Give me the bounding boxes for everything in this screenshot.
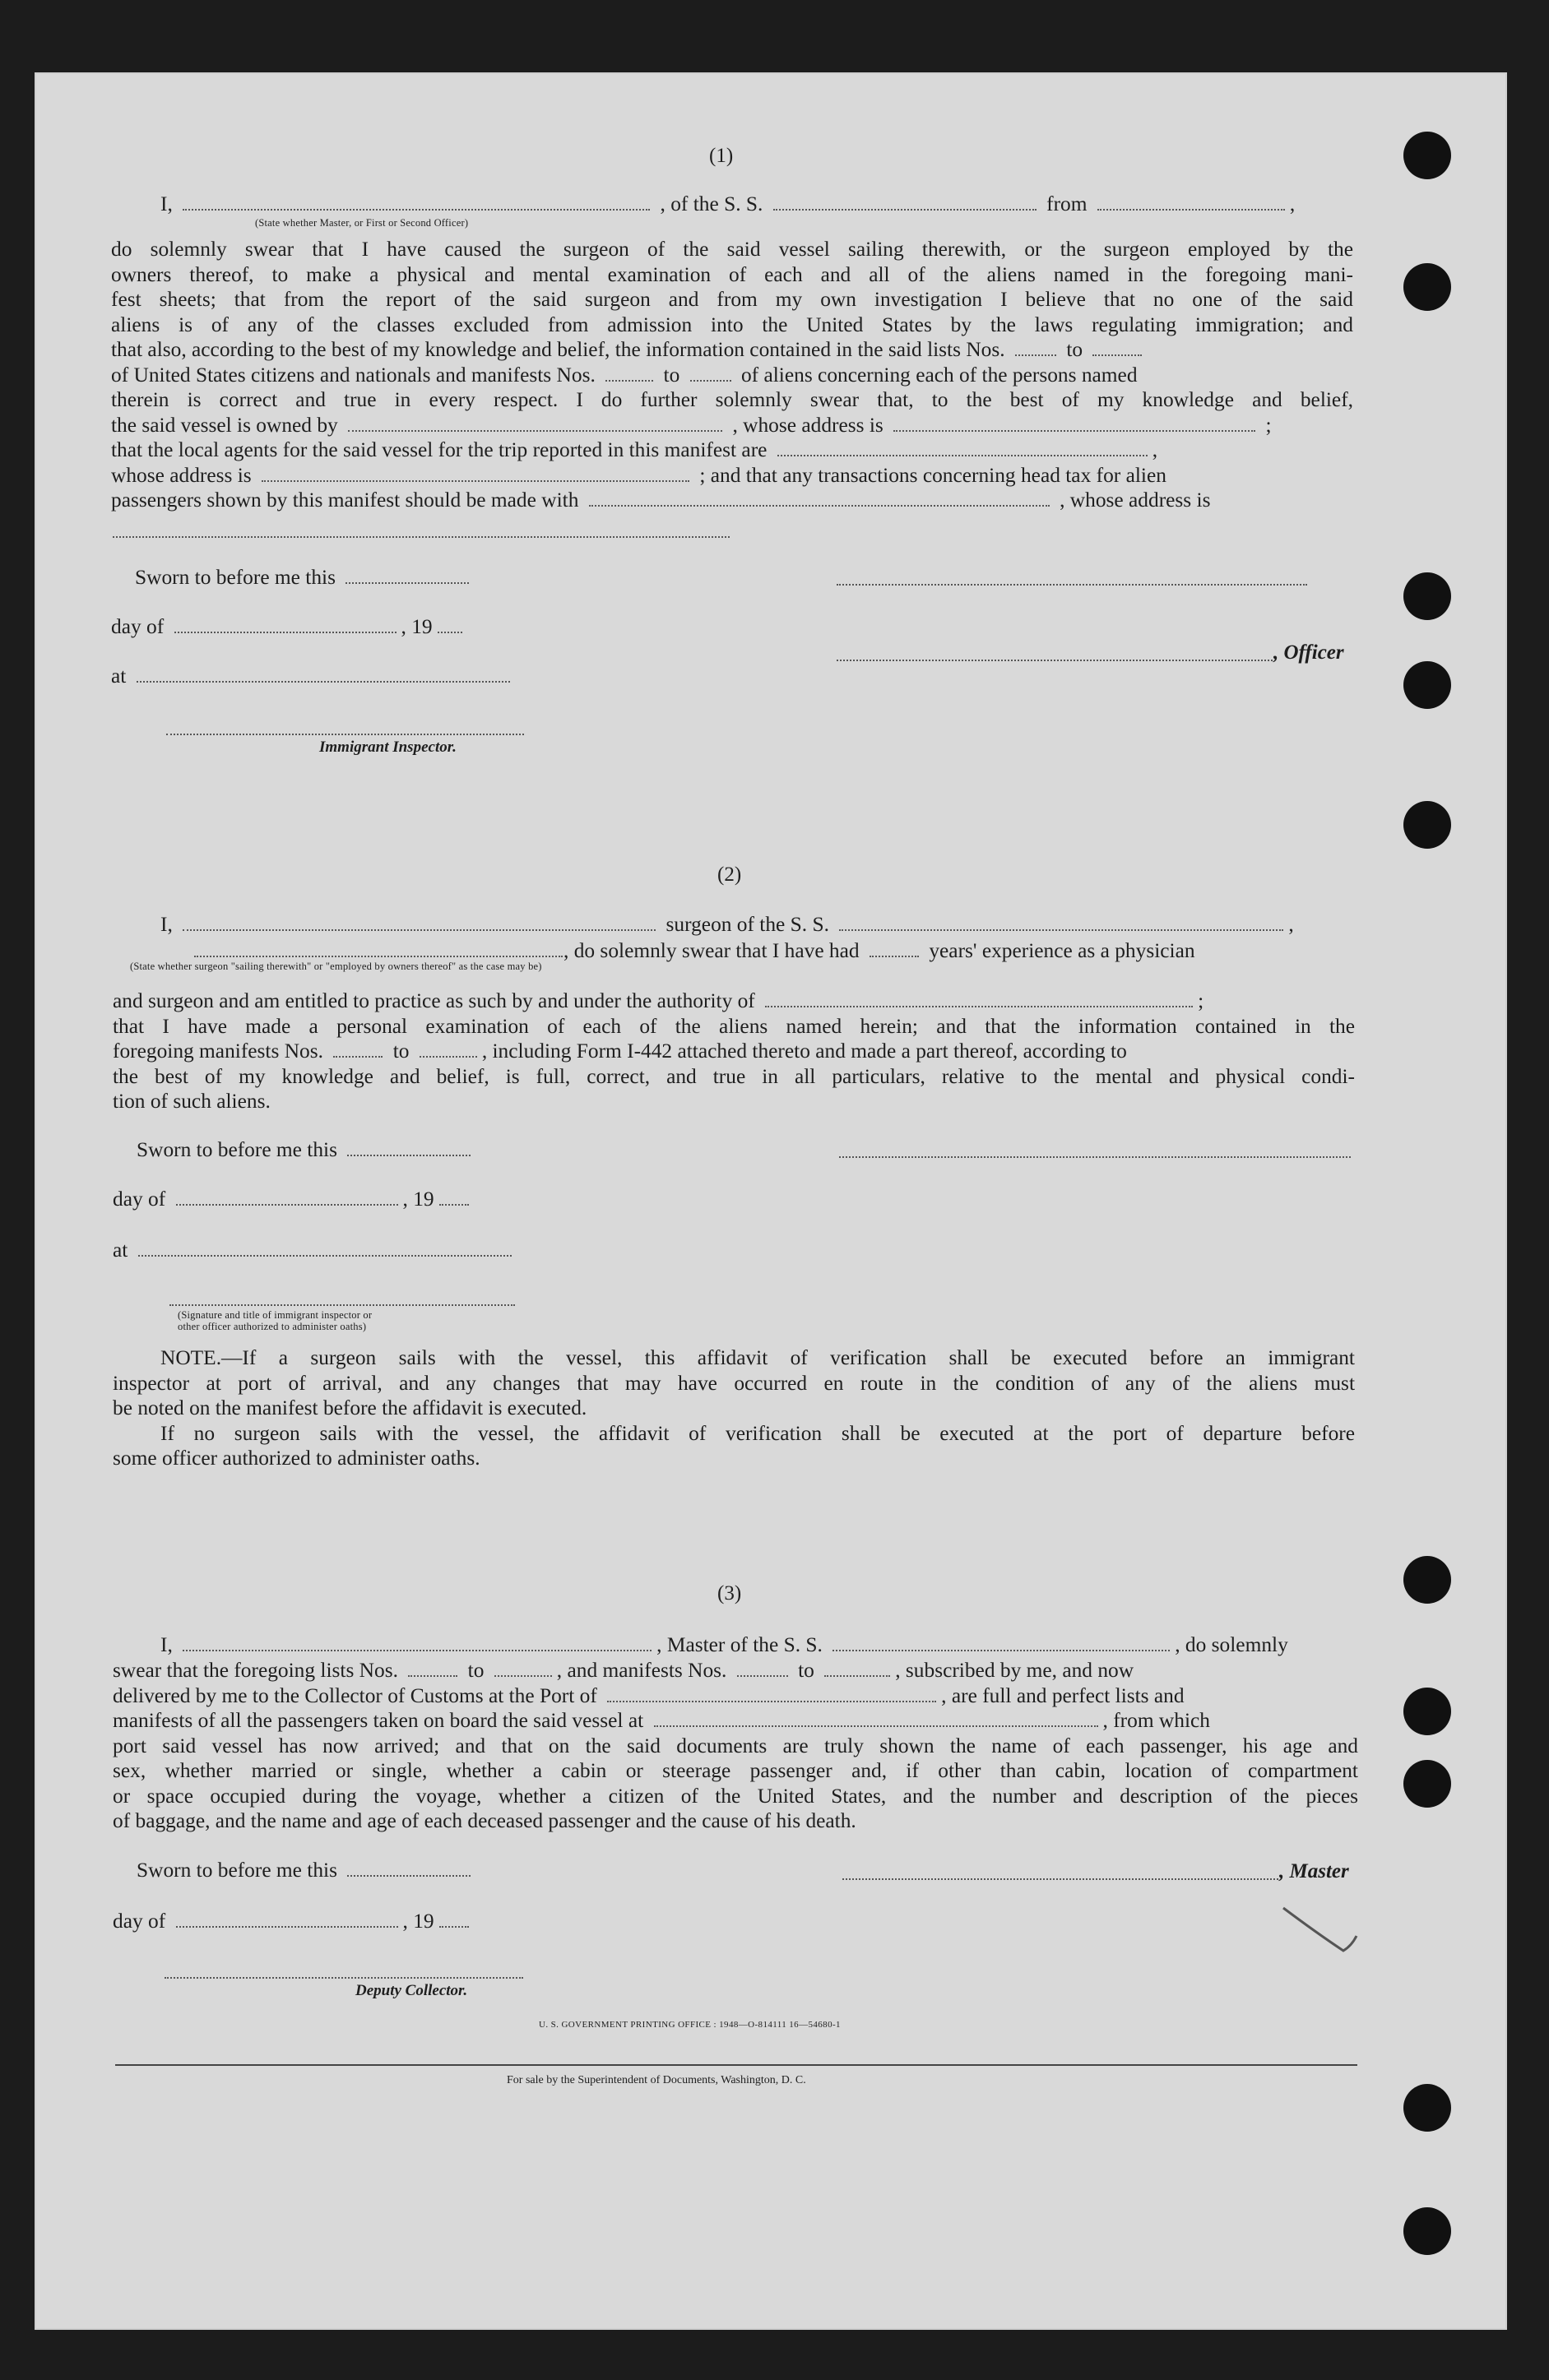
s3-year: , 19 bbox=[402, 1910, 434, 1933]
s3-sworn-date-field[interactable] bbox=[347, 1875, 471, 1877]
s2-entitled-line bbox=[113, 989, 1355, 1014]
s2-line: the best of my knowledge and belief, is full, correct, and true in all particulars, relative to the mental and physical condi- bbox=[113, 1064, 1355, 1088]
s3-i-label: I, bbox=[160, 1633, 173, 1656]
s2-surgeon-caption: (State whether surgeon "sailing therewith" or "employed by owners thereof" as the case may be) bbox=[130, 961, 542, 972]
s2-at-line bbox=[113, 1239, 517, 1262]
s3-and-manifests: , and manifests Nos. bbox=[556, 1659, 727, 1682]
s3-port-field[interactable] bbox=[607, 1701, 936, 1702]
s1-manifests-line bbox=[111, 363, 1353, 388]
s1-transactions: ; and that any transactions concerning head tax for alien bbox=[699, 463, 1166, 487]
s1-line: do solemnly swear that I have caused the surgeon of the said vessel sailing therewith, or the surgeon employed by the bbox=[111, 238, 1353, 261]
section-1-number: (1) bbox=[709, 145, 734, 167]
s2-note bbox=[113, 1345, 1355, 1471]
punch-hole bbox=[1403, 2084, 1451, 2132]
punch-hole bbox=[1403, 661, 1451, 709]
s1-signature-field[interactable] bbox=[837, 584, 1307, 586]
s1-whose-address-end: , whose address is bbox=[1060, 489, 1211, 512]
s3-day-line bbox=[113, 1910, 474, 1933]
s1-tax-party-field[interactable] bbox=[589, 505, 1050, 507]
note-line: NOTE.—If a surgeon sails with the vessel, this affidavit of verification shall be executed before an immigrant bbox=[160, 1346, 1355, 1369]
s3-lists-line bbox=[113, 1658, 1358, 1683]
note-line: be noted on the manifest before the affidavit is executed. bbox=[113, 1396, 587, 1419]
s2-sworn: Sworn to before me this bbox=[137, 1138, 337, 1161]
footer-rule bbox=[115, 2064, 1357, 2066]
s3-master-signature-field[interactable] bbox=[842, 1878, 1278, 1880]
s3-sworn-line bbox=[137, 1859, 475, 1882]
s1-line: therein is correct and true in every respect. I do further solemnly swear that, to the best of my knowledge and belief, bbox=[111, 388, 1353, 411]
s3-manifests-from-field[interactable] bbox=[737, 1675, 788, 1677]
s1-owned-by: the said vessel is owned by bbox=[111, 413, 338, 437]
s2-signature-caption-2: other officer authorized to administer oaths) bbox=[178, 1321, 367, 1332]
s1-officer-caption: (State whether Master, or First or Second Officer) bbox=[255, 217, 469, 229]
s2-day-line bbox=[113, 1188, 474, 1211]
section-3-number: (3) bbox=[717, 1582, 742, 1604]
s3-manifests-to-field[interactable] bbox=[824, 1675, 890, 1677]
s2-sworn-date-field[interactable] bbox=[347, 1155, 471, 1156]
s2-surgeon-of: surgeon of the S. S. bbox=[666, 913, 829, 936]
s3-day-field[interactable] bbox=[176, 1926, 398, 1928]
check-mark-icon bbox=[1279, 1900, 1361, 1966]
s2-line: tion of such aliens. bbox=[113, 1090, 271, 1113]
s2-semicolon: ; bbox=[1198, 989, 1204, 1012]
s3-oath-line bbox=[160, 1633, 1288, 1657]
s2-year-field[interactable] bbox=[439, 1204, 469, 1206]
s2-year: , 19 bbox=[402, 1188, 434, 1211]
s1-officer-signature-field[interactable] bbox=[837, 660, 1273, 661]
s3-line: port said vessel has now arrived; and that on the said documents are truly shown the name of each passenger, his age and bbox=[113, 1734, 1358, 1757]
s1-inspector-label: Immigrant Inspector. bbox=[319, 739, 457, 756]
s1-at: at bbox=[111, 664, 127, 688]
s1-line: of United States citizens and nationals and manifests Nos. bbox=[111, 363, 596, 387]
s1-line: owners thereof, to make a physical and mental examination of each and all of the aliens named in the foregoing mani- bbox=[111, 262, 1353, 286]
s1-from-field[interactable] bbox=[1097, 209, 1285, 211]
punch-hole bbox=[1403, 1688, 1451, 1735]
s1-owner-field[interactable] bbox=[348, 430, 722, 432]
s2-paragraph bbox=[113, 989, 1355, 1114]
s3-to: to bbox=[798, 1659, 814, 1682]
printing-office-line: U. S. GOVERNMENT PRINTING OFFICE : 1948—O-814111 16—54680-1 bbox=[539, 2020, 841, 2030]
s3-are-full: , are full and perfect lists and bbox=[941, 1683, 1185, 1707]
s3-taken-line bbox=[113, 1708, 1358, 1734]
s1-final-address-field[interactable] bbox=[113, 536, 730, 538]
s1-from: from bbox=[1046, 192, 1088, 215]
s1-passengers: passengers shown by this manifest should be made with bbox=[111, 489, 579, 512]
punch-hole bbox=[1403, 132, 1451, 179]
s2-oath-line bbox=[160, 913, 1294, 937]
s3-day-of: day of bbox=[113, 1910, 166, 1933]
punch-hole bbox=[1403, 801, 1451, 849]
s2-signature-field[interactable] bbox=[839, 1156, 1351, 1158]
punch-hole bbox=[1403, 572, 1451, 620]
s3-line: or space occupied during the voyage, whether a citizen of the United States, and the number and description of the pieces bbox=[113, 1784, 1358, 1808]
s2-authority-field[interactable] bbox=[765, 1006, 1193, 1007]
s1-semicolon: ; bbox=[1265, 413, 1272, 437]
s3-master-label: , Master bbox=[1279, 1860, 1349, 1882]
s1-agent-address-field[interactable] bbox=[262, 480, 689, 482]
s1-year-field[interactable] bbox=[438, 632, 462, 633]
s1-vessel-field[interactable] bbox=[773, 209, 1037, 211]
punch-hole bbox=[1403, 2207, 1451, 2255]
s2-i-label: I, bbox=[160, 913, 173, 936]
s1-sworn-line bbox=[135, 566, 474, 590]
s2-line: that I have made a personal examination of each of the aliens named herein; and that the information contained in the bbox=[113, 1014, 1355, 1038]
s3-line: of baggage, and the name and age of each deceased passenger and the cause of his death. bbox=[113, 1809, 856, 1832]
note-line: If no surgeon sails with the vessel, the affidavit of verification shall be executed at the port of departure before bbox=[160, 1421, 1355, 1445]
s3-delivered: delivered by me to the Collector of Customs at the Port of bbox=[113, 1683, 597, 1707]
s1-line: aliens is of any of the classes excluded from admission into the United States by the laws regulating immigration; and bbox=[111, 313, 1353, 336]
note-line: some officer authorized to administer oaths. bbox=[113, 1447, 480, 1470]
s1-inspector-signature-field[interactable] bbox=[166, 734, 524, 735]
s3-paragraph bbox=[113, 1658, 1358, 1834]
section-2-number: (2) bbox=[717, 864, 742, 886]
s3-manifests-all: manifests of all the passengers taken on board the said vessel at bbox=[113, 1709, 644, 1732]
punch-hole bbox=[1403, 263, 1451, 311]
punch-hole bbox=[1403, 1760, 1451, 1808]
s1-line: that also, according to the best of my knowledge and belief, the information contained in the said lists Nos. bbox=[111, 338, 1005, 361]
s2-sworn-line bbox=[137, 1138, 475, 1162]
s2-manifests: foregoing manifests Nos. bbox=[113, 1040, 323, 1063]
s1-officer-label: , Officer bbox=[1273, 641, 1344, 664]
s3-do-solemnly: , do solemnly bbox=[1175, 1633, 1288, 1656]
s1-paragraph bbox=[111, 237, 1353, 513]
s2-years: years' experience as a physician bbox=[929, 939, 1195, 962]
s2-to: to bbox=[392, 1040, 410, 1063]
s2-manifests-from-field[interactable] bbox=[333, 1056, 383, 1058]
s3-deputy-label: Deputy Collector. bbox=[355, 1982, 468, 1999]
s3-master-of: , Master of the S. S. bbox=[656, 1633, 823, 1656]
s1-agent-address-line bbox=[111, 463, 1353, 489]
s2-inspector-signature-field[interactable] bbox=[169, 1304, 515, 1306]
s1-officer-field[interactable] bbox=[183, 209, 650, 211]
s2-comma: , bbox=[1288, 913, 1294, 936]
s1-lists-line bbox=[111, 337, 1353, 363]
s1-to: to bbox=[1066, 338, 1083, 361]
s2-surgeon-type-field[interactable] bbox=[194, 956, 563, 957]
s1-sworn: Sworn to before me this bbox=[135, 566, 336, 589]
s3-from-which: , from which bbox=[1102, 1709, 1210, 1732]
s1-owner-address-field[interactable] bbox=[893, 430, 1255, 432]
s3-master-field[interactable] bbox=[183, 1650, 652, 1651]
s1-lists-to-field[interactable] bbox=[1092, 354, 1142, 356]
s3-subscribed: , subscribed by me, and now bbox=[895, 1659, 1134, 1682]
s1-line: fest sheets; that from the report of the said surgeon and from my own investigation I believe that no one of the said bbox=[111, 288, 1353, 311]
punch-hole bbox=[1403, 1556, 1451, 1604]
s2-including: , including Form I-442 attached thereto and made a part thereof, according to bbox=[481, 1040, 1127, 1063]
s1-to: to bbox=[663, 363, 680, 387]
for-sale-line: For sale by the Superintendent of Documents, Washington, D. C. bbox=[507, 2074, 806, 2086]
s2-swear: , do solemnly swear that I have had bbox=[563, 939, 860, 962]
s2-at-field[interactable] bbox=[138, 1255, 512, 1257]
s1-agents-line: that the local agents for the said vessel for the trip reported in this manifest are , bbox=[111, 438, 1158, 461]
s2-entitled: and surgeon and am entitled to practice as such by and under the authority of bbox=[113, 989, 755, 1012]
s2-surgeon-field[interactable] bbox=[183, 929, 656, 931]
s1-manifests-from-field[interactable] bbox=[605, 380, 653, 382]
s1-agents: that the local agents for the said vessel for the trip reported in this manifest are bbox=[111, 438, 768, 461]
s1-whose-address: , whose address is bbox=[732, 413, 883, 437]
s3-lists-from-field[interactable] bbox=[408, 1675, 457, 1677]
s3-delivered-line bbox=[113, 1683, 1358, 1709]
s1-year: , 19 bbox=[401, 615, 433, 638]
s2-day-field[interactable] bbox=[176, 1204, 398, 1206]
s3-line: sex, whether married or single, whether a cabin or steerage passenger and, if other than cabin, location of compartment bbox=[113, 1759, 1358, 1782]
s3-deputy-signature-field[interactable] bbox=[165, 1977, 523, 1979]
s3-year-field[interactable] bbox=[439, 1926, 469, 1928]
s3-swear-lists: swear that the foregoing lists Nos. bbox=[113, 1659, 398, 1682]
s1-sworn-date-field[interactable] bbox=[346, 582, 469, 584]
s1-oath-line: I, , of the S. S. from , bbox=[160, 192, 1296, 215]
s1-day-of: day of bbox=[111, 615, 165, 638]
s3-lists-to-field[interactable] bbox=[494, 1675, 552, 1677]
s1-whose-address-is: whose address is bbox=[111, 463, 252, 487]
s2-signature-caption-1: (Signature and title of immigrant inspector or bbox=[178, 1309, 373, 1321]
s1-of-aliens: of aliens concerning each of the persons named bbox=[740, 363, 1138, 387]
s2-years-field[interactable] bbox=[870, 956, 919, 957]
s2-experience-line bbox=[563, 939, 1195, 963]
s1-day-field[interactable] bbox=[174, 632, 397, 633]
s1-of-ss: , of the S. S. bbox=[660, 192, 763, 215]
s1-lists-from-field[interactable] bbox=[1015, 354, 1056, 356]
s2-manifests-to-field[interactable] bbox=[420, 1056, 477, 1058]
s1-at-line bbox=[111, 664, 515, 688]
s1-at-field[interactable] bbox=[137, 681, 510, 683]
s3-to: to bbox=[467, 1659, 485, 1682]
s1-manifests-to-field[interactable] bbox=[690, 380, 731, 382]
s3-departure-field[interactable] bbox=[654, 1725, 1098, 1727]
s1-owned-line bbox=[111, 413, 1353, 438]
s2-at: at bbox=[113, 1239, 128, 1262]
s1-passengers-line bbox=[111, 488, 1353, 513]
s2-day-of: day of bbox=[113, 1188, 166, 1211]
s3-vessel-field[interactable] bbox=[832, 1650, 1170, 1651]
s1-day-line bbox=[111, 615, 467, 639]
s3-sworn: Sworn to before me this bbox=[137, 1859, 337, 1882]
s1-agents-field[interactable] bbox=[777, 455, 1148, 456]
s2-manifests-line bbox=[113, 1039, 1355, 1064]
note-line: inspector at port of arrival, and any changes that may have occurred en route in the condition of any of the aliens must bbox=[113, 1371, 1355, 1395]
s1-i-label: I, bbox=[160, 192, 173, 215]
s2-vessel-field[interactable] bbox=[839, 929, 1283, 931]
